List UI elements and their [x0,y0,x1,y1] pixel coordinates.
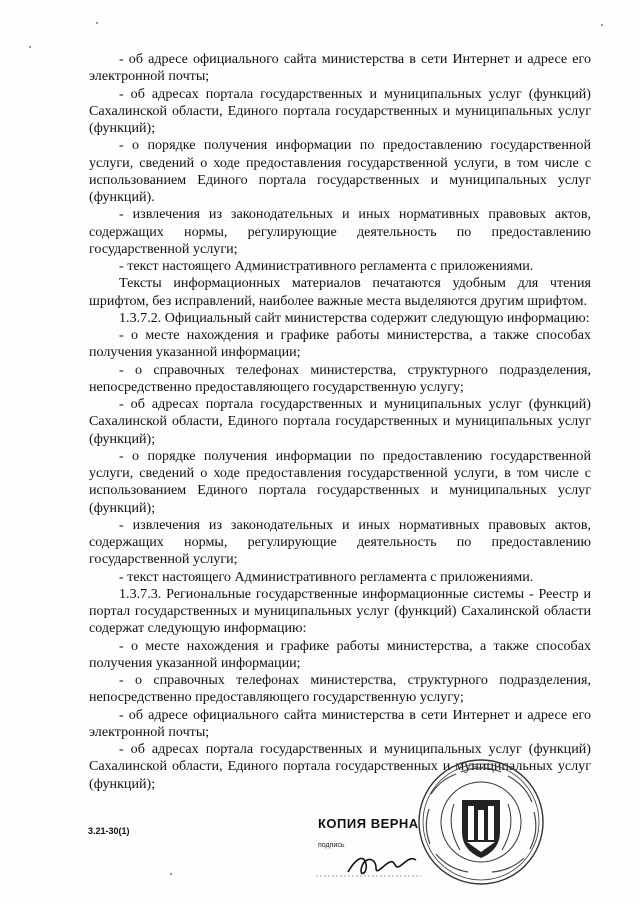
paragraph: - текст настоящего Административного регламента с приложениями. [119,568,534,585]
paragraph: - о справочных телефонах министерства, структурного подразделения, непосредственно предоставляющего государственную услугу; [89,361,591,395]
paragraph: - о порядке получения информации по предоставлению государственной услуги, сведений о ходе предоставления государственной услуги, в том числе с использованием Единого портала государственных и муниципальных услуг (функций). [89,137,591,205]
document-code: 3.21-30(1) [88,826,130,836]
scan-speck [29,46,31,48]
paragraph: Тексты информационных материалов печатаются удобным для чтения шрифтом, без исправлений, наиболее важные места выделяются другим шрифтом. [89,275,591,309]
section-heading-1-3-7-2: 1.3.7.2. Официальный сайт министерства содержит следующую информацию: [119,309,590,326]
paragraph: - текст настоящего Административного регламента с приложениями. [119,258,534,274]
paragraph: - извлечения из законодательных и иных нормативных правовых актов, содержащих нормы, регулирующие деятельность по предоставлению государственной услуги; [89,516,591,568]
copy-certified-label: КОПИЯ ВЕРНА [318,816,419,831]
scan-speck [96,22,98,24]
paragraph: - об адресе официального сайта министерства в сети Интернет и адресе его электронной почты; [89,706,591,740]
signature-label: подпись [318,842,345,849]
section-heading-1-3-7-3: 1.3.7.3. Региональные государственные информационные системы - Реестр и портал государственных и муниципальных услуг (функций) Сахалинской области содержат следующую информацию: [89,585,591,637]
document-body [89,51,591,793]
paragraph: - о справочных телефонах министерства, структурного подразделения, непосредственно предоставляющего государственную услугу; [89,672,591,706]
paragraph: - о порядке получения информации по предоставлению государственной услуги, сведений о ходе предоставления государственной услуги, в том числе с использованием Единого портала государственных и муниципальных услуг (функций); [89,447,591,516]
paragraph: - о месте нахождения и графике работы министерства, а также способах получения указанной информации; [89,637,591,671]
paragraph: - об адресах портала государственных и муниципальных услуг (функций) Сахалинской области, Единого портала государственных и муниципальных услуг (функций); [89,85,591,136]
paragraph: - об адресах портала государственных и муниципальных услуг (функций) Сахалинской области, Единого портала государственных и муниципальных услуг (функций); [89,396,591,447]
paragraph: - об адресах портала государственных и муниципальных услуг (функций) Сахалинской области, Единого портала государственных и муниципальных услуг (функций); [89,741,591,792]
certification-stamp [296,754,546,904]
scan-speck [170,873,172,875]
paragraph: - о месте нахождения и графике работы министерства, а также способах получения указанной информации; [89,327,591,361]
scan-speck [601,24,603,26]
paragraph: - об адресе официального сайта министерства в сети Интернет и адресе его электронной почты; [89,51,591,85]
paragraph: - извлечения из законодательных и иных нормативных правовых актов, содержащих нормы, регулирующие деятельность по предоставлению государственной услуги; [89,206,591,257]
